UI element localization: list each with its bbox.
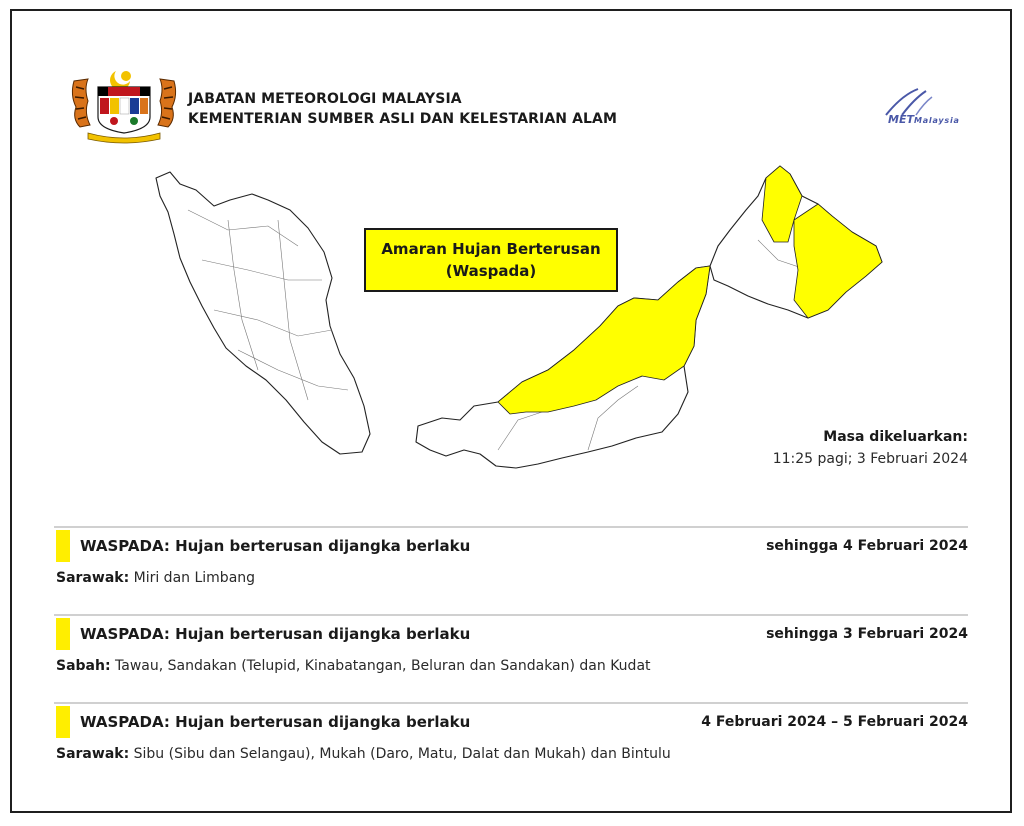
warning-color-marker — [56, 706, 70, 738]
malaysia-coat-of-arms-icon — [68, 67, 180, 145]
warning-area — [56, 570, 255, 586]
warning-level-text: WASPADA: Hujan berterusan dijangka berlaku — [80, 713, 471, 731]
issued-label: Masa dikeluarkan: — [823, 429, 968, 445]
warning-row — [54, 526, 968, 602]
met-malaysia-logo — [872, 85, 982, 131]
warning-area — [56, 746, 671, 762]
issued-value: 11:25 pagi; 3 Februari 2024 — [772, 451, 968, 467]
row-divider — [54, 526, 968, 528]
warning-title: Amaran Hujan Berterusan — [381, 240, 601, 258]
warning-districts: Miri dan Limbang — [129, 570, 256, 586]
warning-districts: Sibu (Sibu dan Selangau), Mukah (Daro, Matu, Dalat dan Mukah) dan Bintulu — [129, 746, 671, 762]
warning-period: sehingga 3 Februari 2024 — [766, 626, 968, 642]
agency-line-1: JABATAN METEOROLOGI MALAYSIA — [188, 91, 462, 107]
met-logo-sub: Malaysia — [913, 116, 960, 125]
warning-level-label: (Waspada) — [445, 262, 537, 280]
highlight-sabah-east — [794, 204, 882, 318]
row-divider — [54, 614, 968, 616]
issued-time — [773, 426, 968, 470]
warning-level-text: WASPADA: Hujan berterusan dijangka berlaku — [80, 625, 471, 643]
warning-row — [54, 614, 968, 690]
agency-line-2: KEMENTERIAN SUMBER ASLI DAN KELESTARIAN ALAM — [188, 111, 618, 127]
peninsular-malaysia — [156, 172, 370, 454]
warning-period: 4 Februari 2024 – 5 Februari 2024 — [701, 714, 968, 730]
warning-row — [54, 702, 968, 778]
warning-area — [56, 658, 651, 674]
warning-color-marker — [56, 618, 70, 650]
warning-state: Sarawak: — [56, 570, 130, 586]
agency-name — [188, 89, 617, 129]
warning-period: sehingga 4 Februari 2024 — [766, 538, 968, 554]
warning-level-text: WASPADA: Hujan berterusan dijangka berlaku — [80, 537, 471, 555]
warning-title-box — [364, 228, 618, 292]
met-logo-main: MET — [888, 113, 914, 126]
warning-state: Sarawak: — [56, 746, 130, 762]
warning-color-marker — [56, 530, 70, 562]
met-logo-text — [888, 113, 960, 126]
warning-districts: Tawau, Sandakan (Telupid, Kinabatangan, Beluran dan Sandakan) dan Kudat — [110, 658, 651, 674]
warning-state: Sabah: — [56, 658, 111, 674]
row-divider — [54, 702, 968, 704]
